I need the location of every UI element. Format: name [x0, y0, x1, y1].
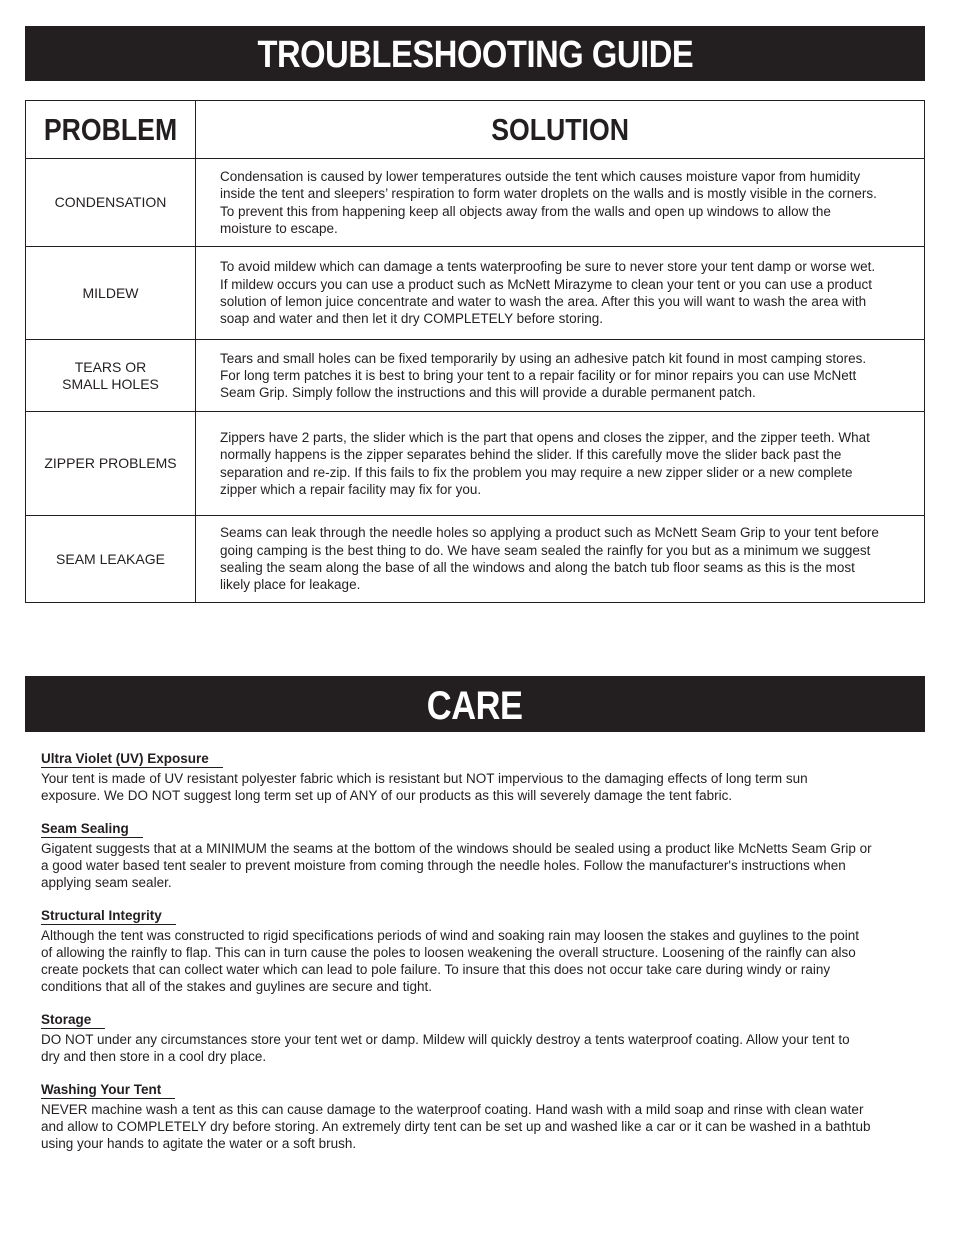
problem-cell: SEAM LEAKAGE	[26, 516, 196, 603]
care-section-seam-sealing	[41, 820, 911, 891]
section-text: Although the tent was constructed to rigid specifications periods of wind and soaking rain may loosen the stakes and guylines to the point of allowing the rainfly to flap. This can in turn cause the poles to loosen weakening the overall structure. Loosening of the rainfly can also create pockets that can collect water which can lead to pole failure. To insure that this does not occur take care during windy or rainy conditions that all of the stakes and guylines are secure and tight.	[41, 928, 859, 994]
problem-cell: CONDENSATION	[26, 159, 196, 247]
section-heading: Washing Your Tent	[41, 1081, 175, 1099]
solution-cell: Zippers have 2 parts, the slider which is the part that opens and closes the zipper, and the zipper teeth. What normally happens is the zipper separates behind the slider. If this carefully move the slider back past the separation and re-zip. If this fails to fix the problem you may require a new zipper slider or a new complete zipper which a repair facility may fix for you.	[196, 412, 925, 516]
solution-cell: Seams can leak through the needle holes so applying a product such as McNett Seam Grip to your tent before going camping is the best thing to do. We have seam sealed the rainfly for you but as a minimum we suggest sealing the seam along the base of all the windows and along the batch tub floor seams as this is the most likely place for leakage.	[196, 516, 925, 603]
section-text: DO NOT under any circumstances store your tent wet or damp. Mildew will quickly destroy a tents waterproof coating. Allow your tent to dry and then store in a cool dry place.	[41, 1032, 850, 1064]
table-row	[26, 412, 925, 516]
section-text: NEVER machine wash a tent as this can cause damage to the waterproof coating. Hand wash with a mild soap and rinse with clean water and allow to COMPLETELY dry before storing. An extremely dirty tent can be set up and washed like a car or it can be washed in a bathtub using your hands to agitate the water or a soft brush.	[41, 1102, 871, 1151]
table-row	[26, 516, 925, 603]
troubleshooting-title: TROUBLESHOOTING GUIDE	[257, 34, 693, 76]
table-row	[26, 159, 925, 247]
solution-cell: To avoid mildew which can damage a tents waterproofing be sure to never store your tent damp or worse wet. If mildew occurs you can use a product such as McNett Mirazyme to clean your tent or you can use a product solution of lemon juice concentrate and water to wash the area. After this you will want to wash the area with soap and water and then let it dry COMPLETELY before storing.	[196, 247, 925, 340]
care-section-washing	[41, 1081, 911, 1152]
section-heading: Ultra Violet (UV) Exposure	[41, 750, 223, 768]
section-heading: Structural Integrity	[41, 907, 176, 925]
care-title-banner	[25, 676, 925, 732]
problem-cell: ZIPPER PROBLEMS	[26, 412, 196, 516]
troubleshooting-title-banner	[25, 26, 925, 81]
problem-cell: MILDEW	[26, 247, 196, 340]
care-section-uv-exposure	[41, 750, 911, 804]
problem-column-header: PROBLEM	[26, 101, 196, 159]
table-header-row	[26, 101, 925, 159]
table-row	[26, 247, 925, 340]
care-section-structural-integrity	[41, 907, 911, 995]
care-section-storage	[41, 1011, 911, 1065]
troubleshooting-table	[25, 100, 925, 603]
section-text: Your tent is made of UV resistant polyester fabric which is resistant but NOT impervious to the damaging effects of long term sun exposure. We DO NOT suggest long term set up of ANY of our products as this will severely damage the tent fabric.	[41, 771, 808, 803]
section-text: Gigatent suggests that at a MINIMUM the seams at the bottom of the windows should be sealed using a product like McNetts Seam Grip or a good water based tent sealer to prevent moisture from coming through the needle holes. Follow the manufacturer's instructions when applying seam sealer.	[41, 841, 872, 890]
table-row	[26, 340, 925, 412]
section-heading: Seam Sealing	[41, 820, 143, 838]
solution-cell: Condensation is caused by lower temperatures outside the tent which causes moisture vapor from humidity inside the tent and sleepers’ respiration to form water droplets on the walls and is mostly visible in the corners. To prevent this from happening keep all objects away from the walls and open up windows to allow the moisture to escape.	[196, 159, 925, 247]
section-heading: Storage	[41, 1011, 105, 1029]
solution-column-header: SOLUTION	[196, 101, 925, 159]
solution-cell: Tears and small holes can be fixed temporarily by using an adhesive patch kit found in most camping stores. For long term patches it is best to bring your tent to a repair facility or for minor repairs you can use McNett Seam Grip. Simply follow the instructions and this will provide a durable permanent patch.	[196, 340, 925, 412]
care-sections	[41, 750, 911, 1152]
care-title: CARE	[427, 684, 523, 728]
problem-cell: TEARS OR SMALL HOLES	[26, 340, 196, 412]
